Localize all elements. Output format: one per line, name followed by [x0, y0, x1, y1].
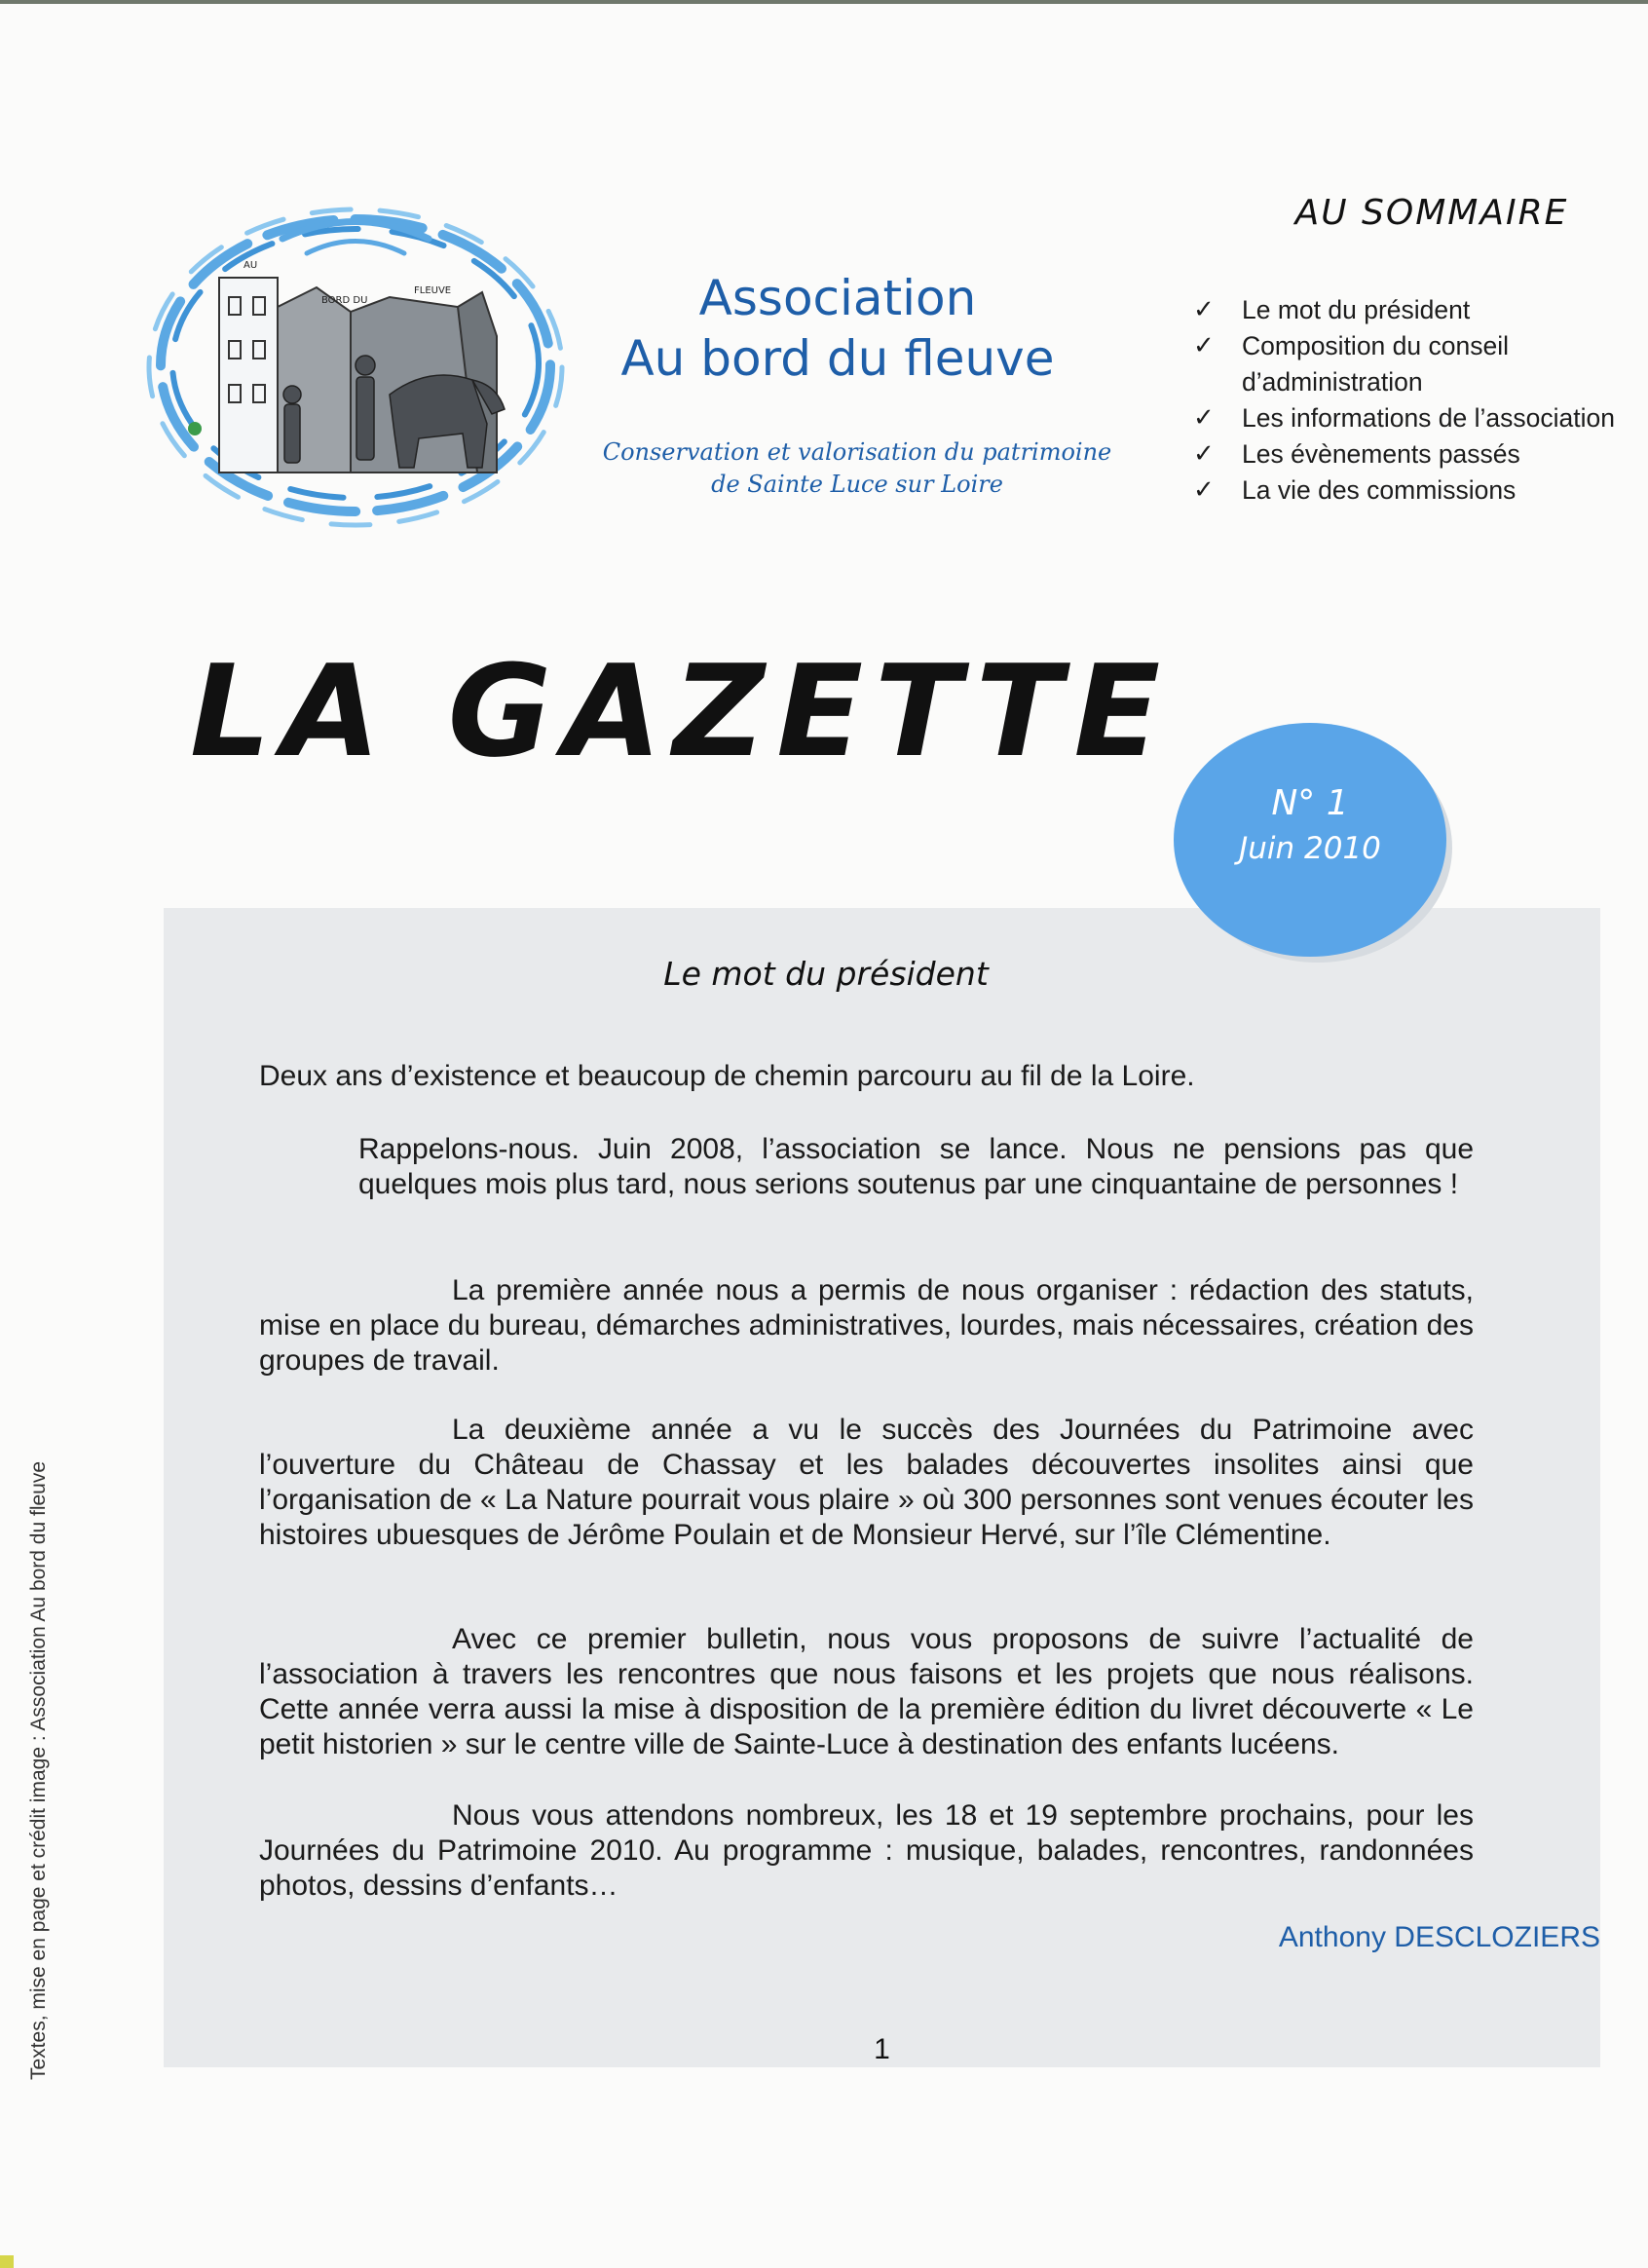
association-subtitle-line2: de Sainte Luce sur Loire	[711, 471, 1003, 498]
sommaire-item	[1193, 328, 1648, 400]
check-icon: ✓	[1193, 403, 1215, 433]
check-icon: ✓	[1193, 475, 1215, 505]
logo-tree	[188, 422, 202, 435]
logo-text-au: AU	[243, 260, 258, 271]
article-paragraph: Avec ce premier bulletin, nous vous proposons de suivre l’actualité de l’association à travers les rencontres que nous faisons et les projets que nous réalisons. Cette année verra aussi la mise à disposition de la première édition du livret découverte « Le petit historien » sur le centre ville de Sainte-Luce à destination des enfants lucéens.	[259, 1623, 1474, 1760]
sommaire-list	[1193, 292, 1648, 509]
association-title-line1: Association	[698, 270, 977, 326]
sommaire-item	[1193, 400, 1648, 436]
article-paragraph: Nous vous attendons nombreux, les 18 et 19 septembre prochains, pour les Journées du Patrimoine 2010. Au programme : musique, balades, rencontres, randonnées photos, dessins d’enfants…	[259, 1799, 1474, 1902]
signature: Anthony DESCLOZIERS	[1278, 1921, 1600, 1953]
issue-badge	[1174, 723, 1446, 957]
sommaire-item-label: Le mot du président	[1242, 295, 1471, 324]
top-rule	[0, 0, 1648, 4]
issue-number: N° 1	[1271, 783, 1349, 823]
sommaire-title: AU SOMMAIRE	[1294, 193, 1569, 233]
check-icon: ✓	[1193, 439, 1215, 469]
association-title	[584, 268, 1091, 389]
logo-text-fleuve: FLEUVE	[414, 285, 452, 296]
page-number: 1	[874, 2033, 890, 2065]
issue-date: Juin 2010	[1239, 831, 1381, 866]
image-credit: Textes, mise en page et crédit image : Association Au bord du fleuve	[27, 1460, 50, 2080]
association-subtitle	[584, 436, 1130, 501]
article-paragraph: La première année nous a permis de nous organiser : rédaction des statuts, mise en place du bureau, démarches administratives, lourdes, mais nécessaires, création des groupes de travail.	[259, 1274, 1474, 1377]
association-subtitle-line1: Conservation et valorisation du patrimoine	[602, 438, 1112, 466]
sommaire-item	[1193, 436, 1648, 472]
check-icon: ✓	[1193, 295, 1215, 324]
article-title: Le mot du président	[663, 955, 989, 993]
article-paragraph: Deux ans d’existence et beaucoup de chemin parcouru au fil de la Loire.	[259, 1060, 1195, 1092]
gazette-title: LA GAZETTE	[190, 637, 1173, 785]
article-paragraph: La deuxième année a vu le succès des Journées du Patrimoine avec l’ouverture du Château de Chassay et les balades découvertes insolites ainsi que l’organisation de « La Nature pourrait vous plaire » où 300 personnes sont venues écouter les histoires ubuesques de Jérôme Poulain et de Monsieur Hervé, sur l’île Clémentine.	[259, 1414, 1474, 1551]
sommaire-item	[1193, 472, 1648, 509]
association-logo	[136, 200, 575, 531]
sommaire-item-label: La vie des commissions	[1242, 475, 1517, 505]
check-icon: ✓	[1193, 331, 1215, 360]
logo-text-bord-du: BORD DU	[321, 295, 368, 306]
corner-mark	[0, 2255, 14, 2268]
sommaire-item-label: Les informations de l’association	[1242, 403, 1615, 433]
association-title-line2: Au bord du fleuve	[620, 330, 1055, 387]
sommaire-item-label: Composition du conseil d’administration	[1242, 331, 1509, 397]
sommaire-item	[1193, 292, 1648, 328]
article-paragraph: Rappelons-nous. Juin 2008, l’association se lance. Nous ne pensions pas que quelques mois plus tard, nous serions soutenus par une cinquantaine de personnes !	[358, 1133, 1474, 1200]
article-box	[164, 908, 1600, 2067]
sommaire-item-label: Les évènements passés	[1242, 439, 1520, 469]
